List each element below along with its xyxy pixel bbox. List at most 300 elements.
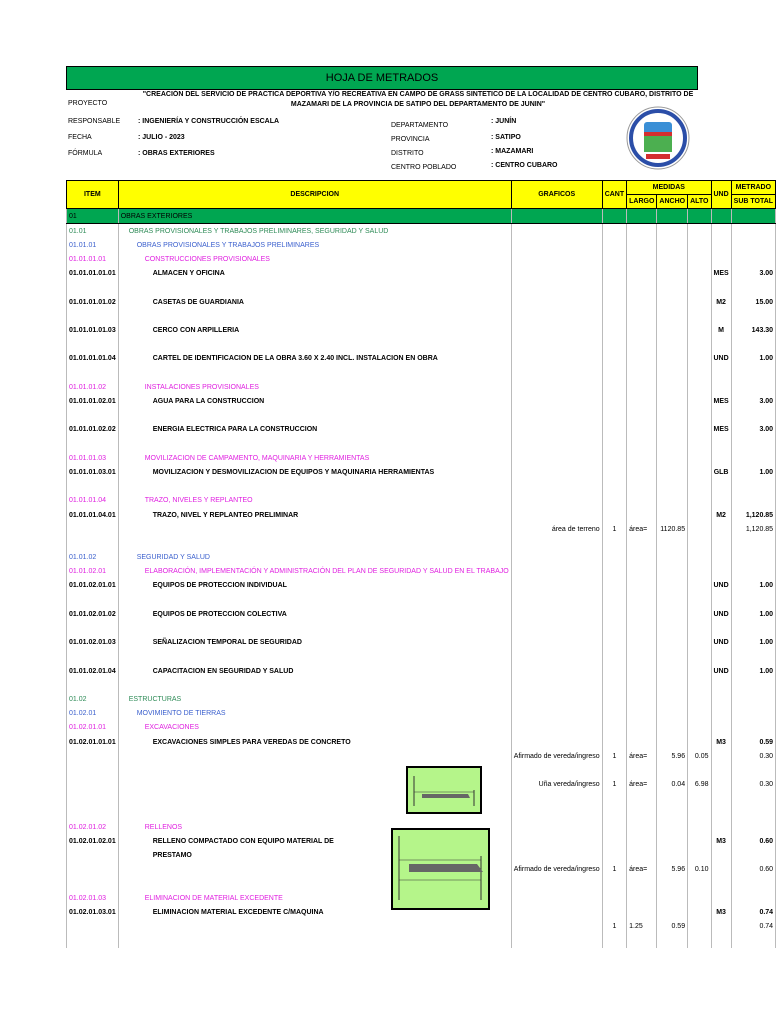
- cell-item: 01.01.01.02: [67, 380, 119, 394]
- cell-graf: [511, 735, 602, 749]
- cell-largo: [627, 352, 657, 366]
- cell-cant: [602, 536, 626, 550]
- cell-cant: [602, 551, 626, 565]
- cell-largo: [627, 848, 657, 862]
- cell-item: [67, 778, 119, 792]
- cell-largo: [627, 565, 657, 579]
- cell-item: [67, 309, 119, 323]
- cell-und: [711, 692, 731, 706]
- cell-graf: [511, 820, 602, 834]
- cell-graf: [511, 508, 602, 522]
- table-row: [67, 352, 776, 366]
- cell-und: [711, 820, 731, 834]
- cell-total: [731, 209, 775, 224]
- cell-descripcion: ELIMINACION DE MATERIAL EXCEDENTE: [118, 891, 511, 905]
- cell-alto: [688, 877, 711, 891]
- cell-graf: Uña vereda/ingreso: [511, 778, 602, 792]
- cell-ancho: [657, 451, 688, 465]
- cell-graf: [511, 437, 602, 451]
- cell-total: 1.00: [731, 636, 775, 650]
- table-row: [67, 607, 776, 621]
- col-metrado: METRADO: [731, 181, 775, 195]
- cell-total: 3.00: [731, 394, 775, 408]
- table-row: [67, 934, 776, 948]
- cell-total: 1.00: [731, 664, 775, 678]
- cell-item: [67, 409, 119, 423]
- cell-und: [711, 934, 731, 948]
- cell-ancho: [657, 621, 688, 635]
- cell-total: [731, 621, 775, 635]
- formula-label: FÓRMULA: [68, 150, 103, 157]
- cell-graf: [511, 352, 602, 366]
- cell-graf: [511, 324, 602, 338]
- cell-und: [711, 863, 731, 877]
- cell-item: 01.01.02.01.04: [67, 664, 119, 678]
- cell-alto: [688, 934, 711, 948]
- cell-item: [67, 792, 119, 806]
- cell-graf: [511, 380, 602, 394]
- cell-cant: [602, 834, 626, 848]
- responsable-value: : INGENIERÍA Y CONSTRUCCIÓN ESCALA: [138, 118, 280, 125]
- table-row: [67, 324, 776, 338]
- cell-graf: [511, 551, 602, 565]
- cell-und: [711, 209, 731, 224]
- cell-largo: [627, 295, 657, 309]
- cell-item: 01.01.01.01.04: [67, 352, 119, 366]
- cell-alto: [688, 494, 711, 508]
- cell-total: 143.30: [731, 324, 775, 338]
- cell-alto: [688, 919, 711, 933]
- cell-cant: [602, 820, 626, 834]
- cell-cant: [602, 394, 626, 408]
- cell-item: 01.01.02: [67, 551, 119, 565]
- cell-descripcion: INSTALACIONES PROVISIONALES: [118, 380, 511, 394]
- table-row: [67, 664, 776, 678]
- cell-total: 15.00: [731, 295, 775, 309]
- cell-item: [67, 678, 119, 692]
- cell-und: GLB: [711, 465, 731, 479]
- table-row: [67, 692, 776, 706]
- cell-und: [711, 238, 731, 252]
- cell-und: [711, 848, 731, 862]
- cell-alto: [688, 338, 711, 352]
- cell-item: 01.02.01.03.01: [67, 905, 119, 919]
- cell-und: MES: [711, 423, 731, 437]
- cell-item: [67, 749, 119, 763]
- cell-alto: [688, 593, 711, 607]
- sheet-title: HOJA DE METRADOS: [66, 66, 698, 90]
- cell-ancho: [657, 607, 688, 621]
- cell-ancho: [657, 267, 688, 281]
- cell-graf: [511, 905, 602, 919]
- cell-descripcion: RELLENOS: [118, 820, 511, 834]
- cell-ancho: [657, 721, 688, 735]
- centro-poblado-label: CENTRO POBLADO: [391, 164, 457, 171]
- cell-cant: [602, 934, 626, 948]
- cell-graf: [511, 394, 602, 408]
- cell-largo: [627, 664, 657, 678]
- cell-graf: [511, 636, 602, 650]
- cell-alto: [688, 551, 711, 565]
- cell-ancho: [657, 636, 688, 650]
- cell-largo: [627, 281, 657, 295]
- cell-item: 01.02.01.02.01: [67, 834, 119, 848]
- cell-item: [67, 919, 119, 933]
- cell-total: [731, 380, 775, 394]
- cell-cant: [602, 267, 626, 281]
- cell-largo: [627, 224, 657, 239]
- cell-descripcion: EXCAVACIONES: [118, 721, 511, 735]
- cell-total: [731, 338, 775, 352]
- cell-ancho: [657, 352, 688, 366]
- col-subtotal: SUB TOTAL: [731, 195, 775, 209]
- cell-cant: [602, 352, 626, 366]
- table-row: [67, 678, 776, 692]
- cell-und: M3: [711, 735, 731, 749]
- cell-und: [711, 522, 731, 536]
- departamento-value: : JUNÍN: [491, 118, 517, 125]
- cell-cant: [602, 494, 626, 508]
- cell-alto: [688, 224, 711, 239]
- cell-alto: [688, 735, 711, 749]
- cell-cant: [602, 877, 626, 891]
- cell-alto: 6.98: [688, 778, 711, 792]
- cell-alto: [688, 905, 711, 919]
- cell-ancho: [657, 281, 688, 295]
- cell-descripcion: MOVIMIENTO DE TIERRAS: [118, 707, 511, 721]
- cell-graf: [511, 806, 602, 820]
- cell-descripcion: [118, 678, 511, 692]
- cell-cant: [602, 607, 626, 621]
- cell-und: M2: [711, 295, 731, 309]
- cell-cant: [602, 593, 626, 607]
- cell-descripcion: [118, 309, 511, 323]
- cell-descripcion: [118, 437, 511, 451]
- col-und: UND: [711, 181, 731, 209]
- cell-largo: [627, 465, 657, 479]
- cell-ancho: [657, 409, 688, 423]
- table-row: [67, 224, 776, 239]
- cell-total: 1.00: [731, 352, 775, 366]
- cell-item: [67, 338, 119, 352]
- cell-ancho: [657, 465, 688, 479]
- cell-total: 1.00: [731, 465, 775, 479]
- cell-largo: área=: [627, 522, 657, 536]
- cell-total: [731, 565, 775, 579]
- distrito-label: DISTRITO: [391, 150, 424, 157]
- cell-cant: [602, 224, 626, 239]
- cell-descripcion: [118, 338, 511, 352]
- cell-graf: [511, 209, 602, 224]
- cell-cant: [602, 423, 626, 437]
- cell-und: MES: [711, 267, 731, 281]
- cell-total: 1.00: [731, 579, 775, 593]
- cell-ancho: [657, 494, 688, 508]
- table-row: [67, 636, 776, 650]
- cell-alto: [688, 692, 711, 706]
- cell-ancho: [657, 338, 688, 352]
- cell-item: 01.01.01: [67, 238, 119, 252]
- fecha-value: : JULIO - 2023: [138, 134, 185, 141]
- cell-item: 01.02.01.03: [67, 891, 119, 905]
- cell-item: 01.01.01.03: [67, 451, 119, 465]
- cell-largo: [627, 891, 657, 905]
- cell-ancho: [657, 650, 688, 664]
- cell-alto: [688, 721, 711, 735]
- cell-und: [711, 763, 731, 777]
- cell-graf: [511, 891, 602, 905]
- cell-cant: [602, 238, 626, 252]
- cell-alto: [688, 579, 711, 593]
- cell-sub: 1,120.85: [731, 522, 775, 536]
- cell-ancho: [657, 224, 688, 239]
- cell-total: [731, 934, 775, 948]
- cell-alto: [688, 536, 711, 550]
- cell-largo: [627, 380, 657, 394]
- cell-und: [711, 593, 731, 607]
- cell-und: UND: [711, 664, 731, 678]
- cell-cant: [602, 465, 626, 479]
- table-row: [67, 621, 776, 635]
- cell-descripcion: [118, 281, 511, 295]
- cell-sub: 0.30: [731, 778, 775, 792]
- cell-ancho: [657, 792, 688, 806]
- cell-sub: 0.60: [731, 863, 775, 877]
- cell-graf: [511, 295, 602, 309]
- cell-largo: [627, 494, 657, 508]
- table-row: [67, 451, 776, 465]
- cell-alto: [688, 792, 711, 806]
- cell-graf: [511, 465, 602, 479]
- cell-descripcion: SEGURIDAD Y SALUD: [118, 551, 511, 565]
- table-row: [67, 380, 776, 394]
- cell-total: [731, 891, 775, 905]
- cell-alto: [688, 380, 711, 394]
- cell-ancho: 5.96: [657, 863, 688, 877]
- cell-largo: [627, 451, 657, 465]
- cell-largo: [627, 209, 657, 224]
- table-row: [67, 919, 776, 933]
- departamento-label: DEPARTAMENTO: [391, 122, 449, 129]
- cell-ancho: [657, 877, 688, 891]
- table-row: [67, 565, 776, 579]
- responsable-label: RESPONSABLE: [68, 118, 121, 125]
- cell-und: [711, 792, 731, 806]
- cell-cant: [602, 451, 626, 465]
- cell-graf: [511, 366, 602, 380]
- table-row: [67, 366, 776, 380]
- cell-alto: [688, 352, 711, 366]
- cell-ancho: [657, 806, 688, 820]
- cell-graf: [511, 565, 602, 579]
- cell-descripcion: EQUIPOS DE PROTECCION INDIVIDUAL: [118, 579, 511, 593]
- cell-total: 0.59: [731, 735, 775, 749]
- cell-ancho: [657, 480, 688, 494]
- cell-cant: [602, 621, 626, 635]
- table-row: [67, 707, 776, 721]
- cell-und: MES: [711, 394, 731, 408]
- cell-item: 01.01.01.02.01: [67, 394, 119, 408]
- cell-descripcion: [118, 919, 511, 933]
- cell-cant: [602, 309, 626, 323]
- table-row: [67, 494, 776, 508]
- cell-und: M: [711, 324, 731, 338]
- cell-total: [731, 238, 775, 252]
- cell-largo: [627, 551, 657, 565]
- cell-cant: [602, 295, 626, 309]
- cell-cant: [602, 636, 626, 650]
- cell-descripcion: CARTEL DE IDENTIFICACION DE LA OBRA 3.60 X 2.40 INCL. INSTALACION EN OBRA: [118, 352, 511, 366]
- cell-descripcion: EXCAVACIONES SIMPLES PARA VEREDAS DE CONCRETO: [118, 735, 511, 749]
- cell-graf: [511, 423, 602, 437]
- col-largo: LARGO: [627, 195, 657, 209]
- cell-graf: [511, 309, 602, 323]
- cell-ancho: [657, 891, 688, 905]
- cell-cant: [602, 380, 626, 394]
- cell-alto: [688, 394, 711, 408]
- cell-und: [711, 919, 731, 933]
- cell-alto: [688, 763, 711, 777]
- cell-item: 01.01.01.03.01: [67, 465, 119, 479]
- cell-ancho: [657, 692, 688, 706]
- cell-und: UND: [711, 579, 731, 593]
- cell-ancho: [657, 423, 688, 437]
- cell-alto: [688, 522, 711, 536]
- cell-graf: [511, 848, 602, 862]
- cell-und: [711, 451, 731, 465]
- cell-item: 01: [67, 209, 119, 224]
- cell-und: [711, 707, 731, 721]
- cell-cant: [602, 692, 626, 706]
- cell-alto: [688, 678, 711, 692]
- cell-cant: 1: [602, 749, 626, 763]
- cell-largo: [627, 579, 657, 593]
- cell-item: 01.01.01.04.01: [67, 508, 119, 522]
- cell-cant: [602, 650, 626, 664]
- cell-cant: [602, 480, 626, 494]
- cell-largo: [627, 238, 657, 252]
- cell-cant: [602, 707, 626, 721]
- cell-item: 01.01: [67, 224, 119, 239]
- cell-item: [67, 366, 119, 380]
- cell-und: [711, 551, 731, 565]
- cell-descripcion: CERCO CON ARPILLERIA: [118, 324, 511, 338]
- cell-largo: [627, 650, 657, 664]
- cell-item: 01.02.01.02: [67, 820, 119, 834]
- cell-largo: 1.25: [627, 919, 657, 933]
- vereda-section-drawing: [406, 766, 482, 814]
- cell-alto: [688, 324, 711, 338]
- cell-cant: [602, 565, 626, 579]
- cell-item: 01.01.01.01.02: [67, 295, 119, 309]
- cell-descripcion: ESTRUCTURAS: [118, 692, 511, 706]
- cell-item: 01.01.02.01.03: [67, 636, 119, 650]
- cell-und: [711, 877, 731, 891]
- cell-graf: área de terreno: [511, 522, 602, 536]
- cell-item: [67, 806, 119, 820]
- cell-ancho: [657, 707, 688, 721]
- cell-descripcion: ELIMINACION MATERIAL EXCEDENTE C/MAQUINA: [118, 905, 511, 919]
- cell-und: [711, 224, 731, 239]
- cell-descripcion: CONSTRUCCIONES PROVISIONALES: [118, 253, 511, 267]
- cell-ancho: [657, 508, 688, 522]
- cell-total: [731, 366, 775, 380]
- cell-total: [731, 678, 775, 692]
- cell-largo: [627, 423, 657, 437]
- cell-und: M2: [711, 508, 731, 522]
- cell-ancho: [657, 593, 688, 607]
- cell-ancho: [657, 366, 688, 380]
- table-row: [67, 409, 776, 423]
- cell-item: 01.01.02.01.01: [67, 579, 119, 593]
- cell-total: [731, 877, 775, 891]
- cell-item: 01.01.01.01: [67, 253, 119, 267]
- cell-total: [731, 480, 775, 494]
- cell-und: M3: [711, 905, 731, 919]
- cell-item: 01.02.01.01.01: [67, 735, 119, 749]
- table-row: [67, 593, 776, 607]
- cell-item: 01.01.01.01.01: [67, 267, 119, 281]
- cell-ancho: [657, 536, 688, 550]
- cell-und: [711, 281, 731, 295]
- cell-graf: Afirmado de vereda/ingreso: [511, 863, 602, 877]
- cell-ancho: [657, 834, 688, 848]
- cell-item: 01.02.01: [67, 707, 119, 721]
- cell-total: [731, 820, 775, 834]
- col-graficos: GRAFICOS: [511, 181, 602, 209]
- cell-descripcion: CASETAS DE GUARDIANIA: [118, 295, 511, 309]
- cell-item: [67, 934, 119, 948]
- cell-ancho: 0.59: [657, 919, 688, 933]
- cell-total: [731, 409, 775, 423]
- cell-item: 01.01.01.01.03: [67, 324, 119, 338]
- cell-alto: [688, 480, 711, 494]
- cell-und: [711, 437, 731, 451]
- cell-item: [67, 437, 119, 451]
- cell-descripcion: RELLENO COMPACTADO CON EQUIPO MATERIAL DE: [118, 834, 511, 848]
- cell-largo: [627, 394, 657, 408]
- cell-largo: [627, 806, 657, 820]
- cell-total: [731, 281, 775, 295]
- cell-total: [731, 692, 775, 706]
- cell-descripcion: [118, 536, 511, 550]
- cell-largo: [627, 721, 657, 735]
- cell-descripcion: [118, 480, 511, 494]
- cell-cant: [602, 735, 626, 749]
- table-row: [67, 721, 776, 735]
- cell-total: [731, 451, 775, 465]
- table-row: [67, 551, 776, 565]
- cell-graf: [511, 664, 602, 678]
- cell-alto: [688, 465, 711, 479]
- cell-largo: área=: [627, 749, 657, 763]
- cell-largo: [627, 338, 657, 352]
- cell-und: [711, 778, 731, 792]
- cell-alto: [688, 267, 711, 281]
- cell-total: 1,120.85: [731, 508, 775, 522]
- cell-descripcion: [118, 749, 511, 763]
- cell-descripcion: [118, 650, 511, 664]
- cell-graf: [511, 763, 602, 777]
- cell-alto: [688, 295, 711, 309]
- col-medidas: MEDIDAS: [627, 181, 711, 195]
- cell-graf: [511, 877, 602, 891]
- cell-descripcion: ELABORACIÓN, IMPLEMENTACIÓN Y ADMINISTRACIÓN DEL PLAN DE SEGURIDAD Y SALUD EN EL TRABAJO: [118, 565, 511, 579]
- cell-sub: 0.74: [731, 919, 775, 933]
- cell-ancho: [657, 820, 688, 834]
- cell-total: [731, 848, 775, 862]
- cell-total: [731, 707, 775, 721]
